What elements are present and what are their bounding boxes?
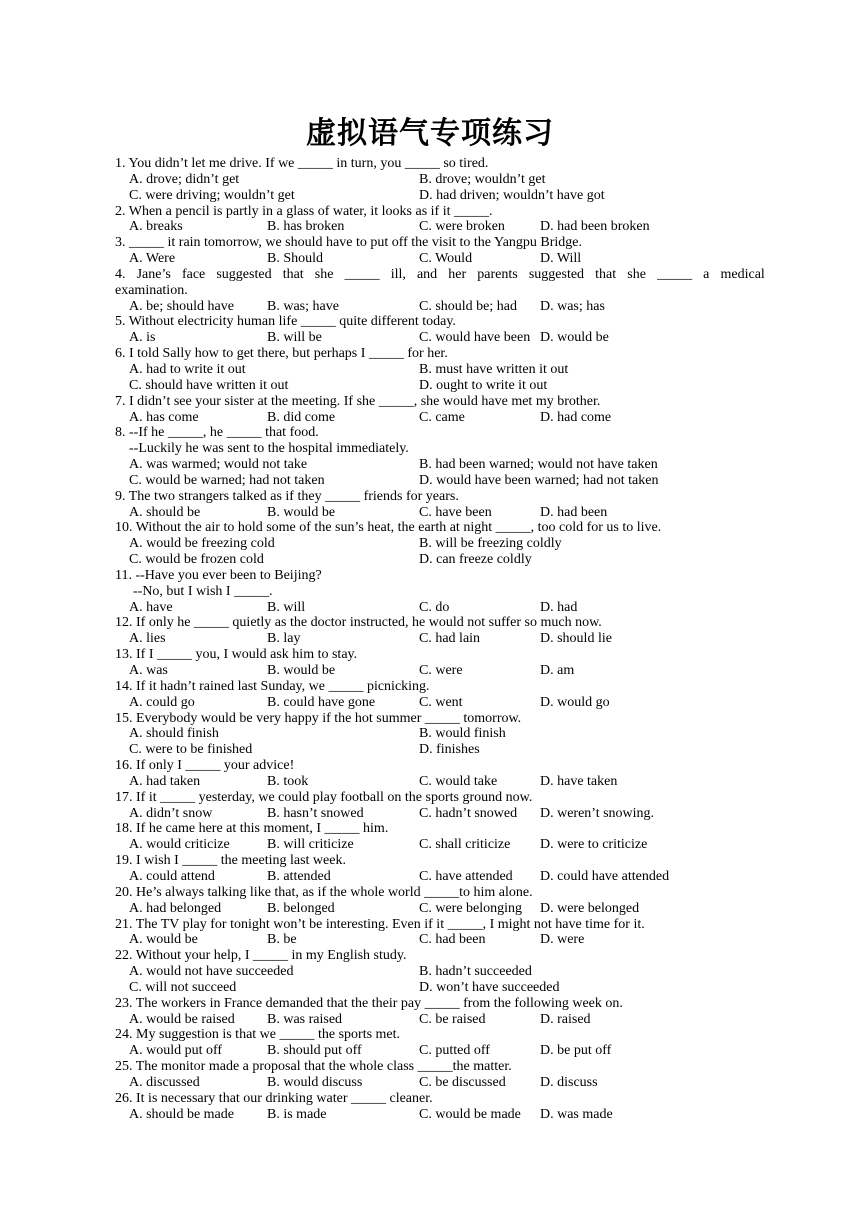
option-a: A. would be freezing cold xyxy=(129,536,275,552)
question-item xyxy=(115,314,765,346)
option-row xyxy=(115,219,765,235)
option-d: D. have taken xyxy=(540,773,618,789)
question-stem-text: 8. --If he _____, he _____ that food. xyxy=(115,425,319,441)
question-stem xyxy=(115,647,765,663)
question-stem-continued: examination. xyxy=(115,282,188,298)
question-stem xyxy=(115,568,765,584)
option-row xyxy=(115,378,765,394)
question-stem-text: 11. --Have you ever been to Beijing? xyxy=(115,567,322,583)
option-d: D. had driven; wouldn’t have got xyxy=(419,187,605,203)
option-a: A. would not have succeeded xyxy=(129,964,294,980)
option-row xyxy=(115,505,765,521)
question-stem-text: 5. Without electricity human life _____ quite different today. xyxy=(115,314,456,330)
option-d: D. were xyxy=(540,932,585,948)
question-stem xyxy=(115,267,765,283)
option-c: C. would be made xyxy=(419,1106,521,1122)
question-stem-word: 4. xyxy=(115,266,126,282)
option-row xyxy=(115,774,765,790)
question-stem-word: a xyxy=(703,266,710,282)
option-b: B. has broken xyxy=(267,219,345,235)
question-stem xyxy=(115,790,765,806)
option-a: A. drove; didn’t get xyxy=(129,171,240,187)
question-stem xyxy=(115,679,765,695)
option-row xyxy=(115,552,765,568)
question-stem xyxy=(115,821,765,837)
option-c: C. were driving; wouldn’t get xyxy=(129,187,295,203)
question-stem xyxy=(115,156,765,172)
option-row xyxy=(115,695,765,711)
option-row xyxy=(115,473,765,489)
question-stem-text: 17. If it _____ yesterday, we could play football on the sports ground now. xyxy=(115,789,533,805)
question-item xyxy=(115,346,765,394)
option-a: A. should finish xyxy=(129,726,219,742)
question-stem xyxy=(115,1091,765,1107)
option-a: A. had taken xyxy=(129,773,201,789)
question-stem-word: Jane’s xyxy=(136,266,171,282)
option-row xyxy=(115,362,765,378)
question-stem xyxy=(115,394,765,410)
question-stem xyxy=(115,346,765,362)
question-stem xyxy=(115,204,765,220)
option-d: D. had been broken xyxy=(540,219,650,235)
option-c: C. will not succeed xyxy=(129,979,237,995)
option-row xyxy=(115,188,765,204)
option-d: D. won’t have succeeded xyxy=(419,979,560,995)
question-stem-word: parents xyxy=(477,266,518,282)
question-stem-word: that xyxy=(282,266,304,282)
option-d: D. would go xyxy=(540,694,610,710)
option-d: D. am xyxy=(540,663,575,678)
option-d: D. had xyxy=(540,599,578,615)
option-row xyxy=(115,251,765,267)
option-row xyxy=(115,299,765,315)
option-a: A. discussed xyxy=(129,1074,200,1090)
question-item xyxy=(115,853,765,885)
question-stem-word: suggested xyxy=(528,266,585,282)
question-stem xyxy=(115,1027,765,1043)
option-d: D. was made xyxy=(540,1106,613,1122)
option-a: A. has come xyxy=(129,409,199,425)
question-stem-word: she xyxy=(314,266,334,282)
option-c: C. have been xyxy=(419,504,492,520)
option-b: B. would be xyxy=(267,663,336,678)
question-item xyxy=(115,204,765,236)
option-c: C. be raised xyxy=(419,1011,486,1027)
option-row xyxy=(115,172,765,188)
question-stem-text: 23. The workers in France demanded that the their pay _____ from the following week on. xyxy=(115,995,623,1011)
question-item xyxy=(115,821,765,853)
option-row xyxy=(115,631,765,647)
option-d: D. be put off xyxy=(540,1043,612,1059)
question-item xyxy=(115,711,765,759)
option-c: C. were broken xyxy=(419,219,505,235)
option-b: B. will xyxy=(267,599,306,615)
question-stem-text: 21. The TV play for tonight won’t be interesting. Even if it _____, I might not have time for it. xyxy=(115,916,645,932)
question-item xyxy=(115,885,765,917)
question-stem xyxy=(115,520,765,536)
question-stem-text: 20. He’s always talking like that, as if the whole world _____to him alone. xyxy=(115,884,533,900)
option-a: A. should be made xyxy=(129,1106,234,1122)
option-row xyxy=(115,457,765,473)
question-item xyxy=(115,996,765,1028)
question-stem-word: and xyxy=(416,266,438,282)
option-a: A. could attend xyxy=(129,868,215,884)
question-stem-text: 18. If he came here at this moment, I _____ him. xyxy=(115,821,389,837)
option-c: C. have attended xyxy=(419,868,513,884)
option-row xyxy=(115,1075,765,1091)
option-d: D. was; has xyxy=(540,298,605,314)
question-stem-word: _____ xyxy=(344,266,380,282)
question-stem-text: 25. The monitor made a proposal that the whole class _____the matter. xyxy=(115,1059,512,1075)
option-c: C. be discussed xyxy=(419,1074,506,1090)
question-stem-text: 10. Without the air to hold some of the sun’s heat, the earth at night _____, too cold for us to live. xyxy=(115,520,662,536)
question-stem-word: _____ xyxy=(657,266,693,282)
option-c: C. would be warned; had not taken xyxy=(129,472,325,488)
option-b: B. be xyxy=(267,932,297,948)
question-stem-text: 15. Everybody would be very happy if the hot summer _____ tomorrow. xyxy=(115,710,522,726)
question-stem xyxy=(115,1059,765,1075)
question-item xyxy=(115,790,765,822)
option-a: A. was xyxy=(129,663,168,678)
option-a: A. have xyxy=(129,599,173,615)
option-b: B. would finish xyxy=(419,726,506,742)
question-stem xyxy=(115,996,765,1012)
option-d: D. should lie xyxy=(540,631,612,647)
option-c: C. hadn’t snowed xyxy=(419,805,518,821)
question-stem-text: 6. I told Sally how to get there, but perhaps I _____ for her. xyxy=(115,346,448,362)
question-item xyxy=(115,615,765,647)
option-c: C. were belonging xyxy=(419,900,523,916)
question-stem-text: 2. When a pencil is partly in a glass of water, it looks as if it _____. xyxy=(115,203,493,219)
option-row xyxy=(115,536,765,552)
question-stem-text: 14. If it hadn’t rained last Sunday, we _____ picnicking. xyxy=(115,678,430,694)
question-list xyxy=(115,156,765,1122)
question-stem-word: ill, xyxy=(390,266,406,282)
option-d: D. weren’t snowing. xyxy=(540,805,655,821)
question-stem-text: 12. If only he _____ quietly as the doctor instructed, he would not suffer so much now. xyxy=(115,615,602,631)
option-d: D. can freeze coldly xyxy=(419,552,532,568)
option-a: A. would be xyxy=(129,932,198,948)
question-item xyxy=(115,647,765,679)
option-b: B. could have gone xyxy=(267,694,376,710)
question-stem-text: 1. You didn’t let me drive. If we _____ in turn, you _____ so tired. xyxy=(115,156,489,171)
question-item xyxy=(115,948,765,996)
option-d: D. were belonged xyxy=(540,900,640,916)
question-stem-justified xyxy=(115,267,765,283)
option-b: B. will be xyxy=(267,330,322,346)
option-c: C. Would xyxy=(419,251,473,267)
option-c: C. do xyxy=(419,599,450,615)
question-stem-word: that xyxy=(595,266,617,282)
option-a: A. would be raised xyxy=(129,1011,235,1027)
option-b: B. hasn’t snowed xyxy=(267,805,364,821)
option-a: A. was warmed; would not take xyxy=(129,457,308,473)
option-a: A. could go xyxy=(129,694,195,710)
option-a: A. should be xyxy=(129,504,201,520)
option-d: D. raised xyxy=(540,1011,591,1027)
question-stem-text: 22. Without your help, I _____ in my English study. xyxy=(115,948,407,964)
option-b: B. should put off xyxy=(267,1043,362,1059)
question-stem-continued: --No, but I wish I _____. xyxy=(133,583,273,599)
option-row xyxy=(115,600,765,616)
option-c: C. would be frozen cold xyxy=(129,552,264,568)
question-stem-text: 13. If I _____ you, I would ask him to stay. xyxy=(115,647,358,663)
option-d: D. had come xyxy=(540,409,612,425)
question-item xyxy=(115,679,765,711)
option-row xyxy=(115,869,765,885)
question-item xyxy=(115,758,765,790)
option-c: C. came xyxy=(419,409,465,425)
option-a: A. breaks xyxy=(129,219,183,235)
option-d: D. finishes xyxy=(419,742,480,758)
option-row xyxy=(115,742,765,758)
question-stem xyxy=(115,917,765,933)
option-b: B. was raised xyxy=(267,1011,343,1027)
option-b: B. would be xyxy=(267,504,336,520)
option-c: C. should have written it out xyxy=(129,377,289,393)
question-stem-text: 16. If only I _____ your advice! xyxy=(115,758,295,774)
option-row xyxy=(115,1012,765,1028)
question-stem-word: face xyxy=(181,266,206,282)
question-stem-word: suggested xyxy=(216,266,272,282)
question-item xyxy=(115,394,765,426)
question-item xyxy=(115,568,765,616)
question-item xyxy=(115,425,765,488)
option-b: B. attended xyxy=(267,868,331,884)
question-stem-text: 24. My suggestion is that we _____ the sports met. xyxy=(115,1027,401,1043)
question-stem xyxy=(115,853,765,869)
option-a: A. would put off xyxy=(129,1043,223,1059)
option-b: B. must have written it out xyxy=(419,361,569,377)
option-d: D. discuss xyxy=(540,1074,598,1090)
option-c: C. had lain xyxy=(419,631,481,647)
option-row xyxy=(115,410,765,426)
question-stem-continued: --Luckily he was sent to the hospital immediately. xyxy=(129,441,409,457)
question-stem xyxy=(115,711,765,727)
question-item xyxy=(115,1027,765,1059)
question-stem-text: 3. _____ it rain tomorrow, we should have to put off the visit to the Yangpu Bridge. xyxy=(115,235,583,251)
option-d: D. would be xyxy=(540,330,609,346)
question-stem-text: 9. The two strangers talked as if they _____ friends for years. xyxy=(115,488,459,504)
question-stem-word: her xyxy=(448,266,467,282)
option-a: A. didn’t snow xyxy=(129,805,213,821)
option-d: D. ought to write it out xyxy=(419,377,548,393)
option-a: A. Were xyxy=(129,251,176,267)
page-title: 虚拟语气专项练习 xyxy=(306,116,554,151)
option-c: C. would have been xyxy=(419,330,531,346)
question-item xyxy=(115,156,765,204)
option-b: B. Should xyxy=(267,251,324,267)
option-row xyxy=(115,806,765,822)
question-stem-text: 7. I didn’t see your sister at the meeting. If she _____, she would have met my brother. xyxy=(115,393,601,409)
option-row xyxy=(115,980,765,996)
option-row xyxy=(115,726,765,742)
option-b: B. is made xyxy=(267,1106,327,1122)
option-b: B. lay xyxy=(267,631,301,647)
option-a: A. had belonged xyxy=(129,900,222,916)
option-row xyxy=(115,964,765,980)
question-item xyxy=(115,489,765,521)
question-item xyxy=(115,267,765,315)
option-c: C. had been xyxy=(419,932,486,948)
question-stem xyxy=(115,314,765,330)
option-row xyxy=(115,1107,765,1123)
option-c: C. were xyxy=(419,663,463,678)
option-b: B. belonged xyxy=(267,900,335,916)
question-item xyxy=(115,1091,765,1123)
question-item xyxy=(115,917,765,949)
question-stem xyxy=(115,425,765,441)
option-row xyxy=(115,330,765,346)
question-stem-word: she xyxy=(627,266,646,282)
option-b: B. will criticize xyxy=(267,837,354,853)
option-a: A. be; should have xyxy=(129,298,234,314)
option-a: A. would criticize xyxy=(129,837,230,853)
option-b: B. hadn’t succeeded xyxy=(419,964,532,980)
option-b: B. will be freezing coldly xyxy=(419,536,562,552)
option-b: B. had been warned; would not have taken xyxy=(419,457,658,473)
question-stem xyxy=(115,235,765,251)
option-a: A. is xyxy=(129,330,156,346)
option-d: D. could have attended xyxy=(540,868,670,884)
option-row xyxy=(115,1043,765,1059)
question-stem xyxy=(115,885,765,901)
option-d: D. would have been warned; had not taken xyxy=(419,472,659,488)
option-c: C. were to be finished xyxy=(129,742,253,758)
option-row xyxy=(115,837,765,853)
option-a: A. lies xyxy=(129,631,166,647)
option-d: D. were to criticize xyxy=(540,837,648,853)
option-d: D. had been xyxy=(540,504,608,520)
option-row xyxy=(115,901,765,917)
option-a: A. had to write it out xyxy=(129,361,246,377)
question-item xyxy=(115,1059,765,1091)
option-c: C. shall criticize xyxy=(419,837,511,853)
option-b: B. would discuss xyxy=(267,1074,363,1090)
option-c: C. would take xyxy=(419,773,498,789)
option-b: B. took xyxy=(267,773,309,789)
option-c: C. went xyxy=(419,694,463,710)
option-d: D. Will xyxy=(540,251,582,267)
question-item xyxy=(115,520,765,568)
question-stem xyxy=(115,758,765,774)
question-stem xyxy=(115,489,765,505)
option-row xyxy=(115,932,765,948)
option-b: B. drove; wouldn’t get xyxy=(419,171,546,187)
question-stem-text: 26. It is necessary that our drinking water _____ cleaner. xyxy=(115,1090,433,1106)
option-c: C. should be; had xyxy=(419,298,517,314)
option-b: B. did come xyxy=(267,409,336,425)
option-c: C. putted off xyxy=(419,1043,490,1059)
question-stem-text: 19. I wish I _____ the meeting last week. xyxy=(115,853,346,869)
question-item xyxy=(115,235,765,267)
question-stem xyxy=(115,615,765,631)
option-b: B. was; have xyxy=(267,298,339,314)
option-row xyxy=(115,663,765,679)
question-stem-word: medical xyxy=(720,266,765,282)
question-stem xyxy=(115,948,765,964)
